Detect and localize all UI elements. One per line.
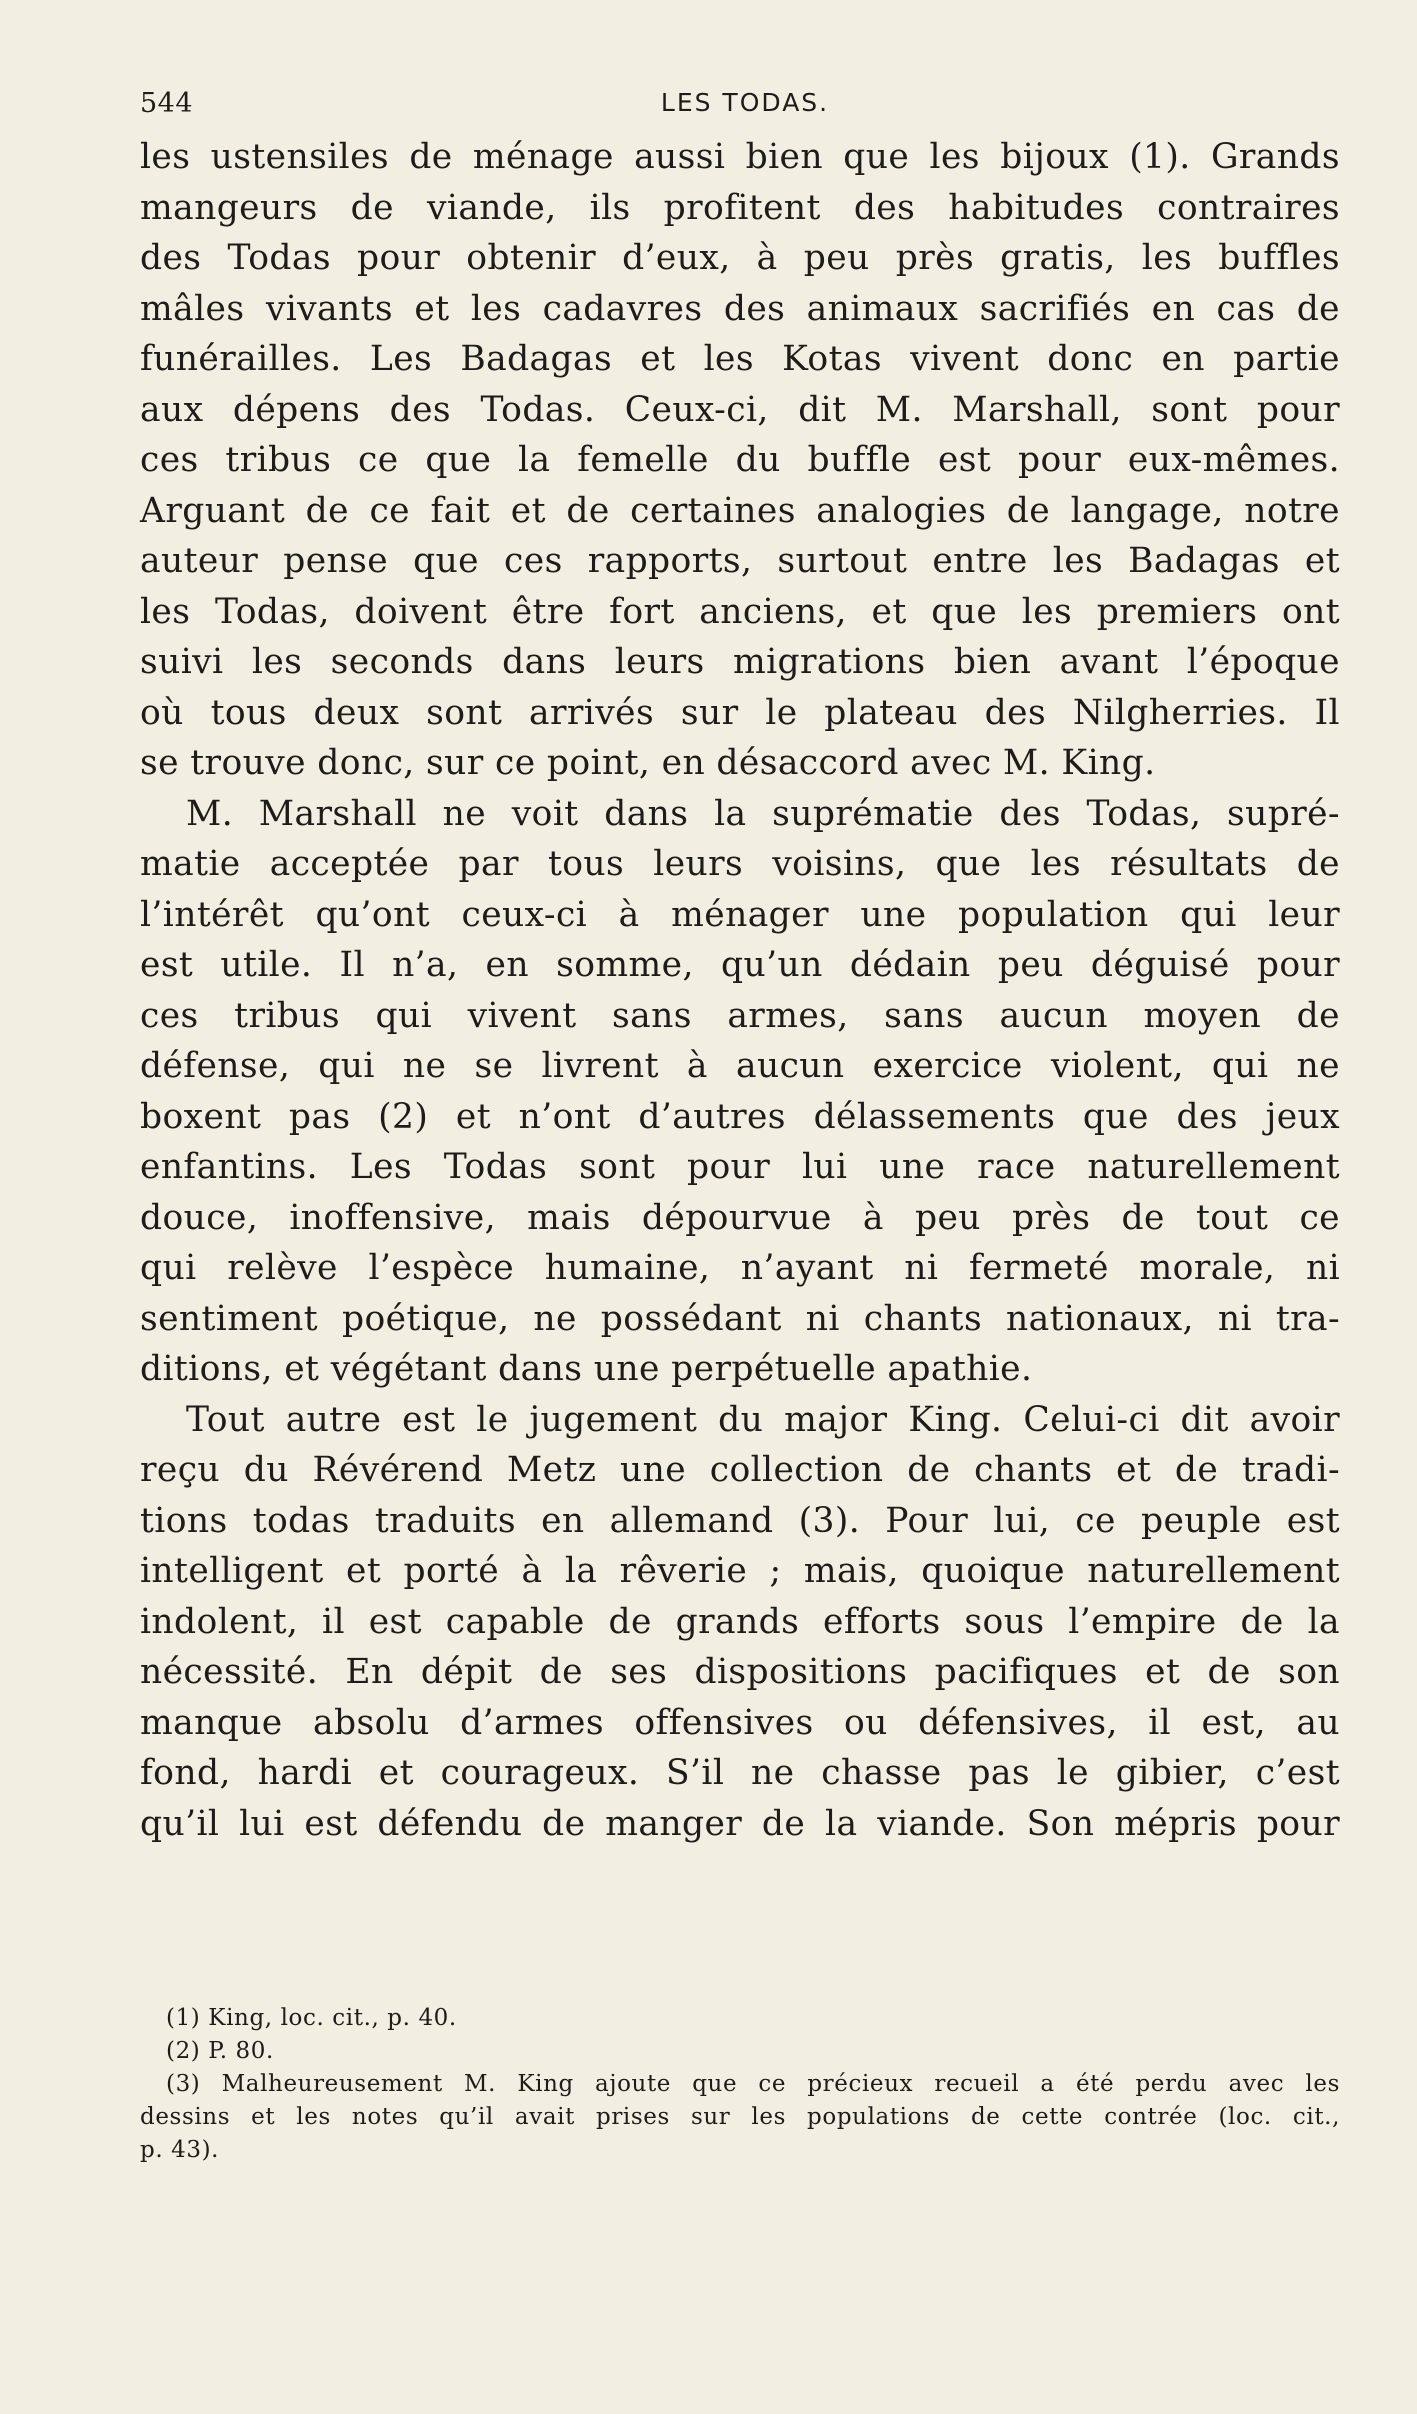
text-line: fond, hardi et courageux. S’il ne chasse pas le gibier, c’est [140,1753,1340,1793]
text-line: défense, qui ne se livrent à aucun exercice violent, qui ne [140,1046,1340,1086]
text-line: des Todas pour obtenir d’eux, à peu près gratis, les buffles [140,238,1340,278]
running-title: LES TODAS. [660,88,830,117]
text-line: qu’il lui est défendu de manger de la viande. Son mépris pour [140,1803,1340,1844]
footnote-2: (2) P. 80. [166,2038,274,2064]
text-line: intelligent et porté à la rêverie ; mais, quoique naturellement [140,1551,1340,1591]
text-line: qui relève l’espèce humaine, n’ayant ni fermeté morale, ni [140,1248,1340,1288]
text-line: M. Marshall ne voit dans la suprématie des Todas, supré- [186,793,1340,834]
text-line: suivi les seconds dans leurs migrations bien avant l’époque [140,642,1340,682]
text-line: douce, inoffensive, mais dépourvue à peu près de tout ce [140,1197,1340,1238]
footnote-3-end: p. 43). [140,2137,220,2163]
text-line: indolent, il est capable de grands efforts sous l’empire de la [140,1601,1340,1642]
text-line: les ustensiles de ménage aussi bien que les bijoux (1). Grands [140,137,1340,177]
footnote-3: (3) Malheureusement M. King ajoute que ce précieux recueil a été perdu avec les [166,2071,1340,2097]
text-line: tions todas traduits en allemand (3). Pour lui, ce peuple est [140,1500,1340,1541]
text-line: mâles vivants et les cadavres des animaux sacrifiés en cas de [140,288,1340,329]
page-header [140,88,1350,128]
text-line: l’intérêt qu’ont ceux-ci à ménager une population qui leur [140,894,1340,935]
text-line: funérailles. Les Badagas et les Kotas vivent donc en partie [140,339,1340,379]
text-line: aux dépens des Todas. Ceux-ci, dit M. Marshall, sont pour [140,389,1340,430]
footnotes [140,2002,1340,2167]
text-line: où tous deux sont arrivés sur le plateau des Nilgherries. Il [140,692,1340,733]
text-line: est utile. Il n’a, en somme, qu’un dédain peu déguisé pour [140,945,1340,985]
text-line: mangeurs de viande, ils profitent des habitudes contraires [140,187,1340,228]
text-line: sentiment poétique, ne possédant ni chants nationaux, ni tra- [140,1298,1340,1339]
body-text [140,132,1340,1849]
text-line: boxent pas (2) et n’ont d’autres délassements que des jeux [140,1096,1340,1137]
text-line: matie acceptée par tous leurs voisins, que les résultats de [140,844,1340,884]
text-line: ces tribus qui vivent sans armes, sans aucun moyen de [140,995,1340,1036]
text-line: manque absolu d’armes offensives ou défensives, il est, au [140,1702,1340,1743]
footnote-3-continued: dessins et les notes qu’il avait prises sur les populations de cette contrée (loc. cit., [140,2104,1340,2130]
text-line: ces tribus ce que la femelle du buffle est pour eux-mêmes. [140,440,1340,480]
text-line: auteur pense que ces rapports, surtout entre les Badagas et [140,541,1340,581]
text-line: les Todas, doivent être fort anciens, et que les premiers ont [140,591,1340,632]
text-line: Arguant de ce fait et de certaines analogies de langage, notre [140,490,1340,531]
text-line: se trouve donc, sur ce point, en désaccord avec M. King. [140,743,1156,783]
text-line: Tout autre est le jugement du major King. Celui-ci dit avoir [186,1399,1340,1440]
text-line: ditions, et végétant dans une perpétuelle apathie. [140,1349,1033,1389]
footnote-1: (1) King, loc. cit., p. 40. [166,2005,457,2031]
text-line: enfantins. Les Todas sont pour lui une race naturellement [140,1147,1340,1187]
text-line: nécessité. En dépit de ses dispositions pacifiques et de son [140,1652,1340,1692]
text-line: reçu du Révérend Metz une collection de chants et de tradi- [140,1450,1340,1490]
page-number: 544 [140,88,194,119]
